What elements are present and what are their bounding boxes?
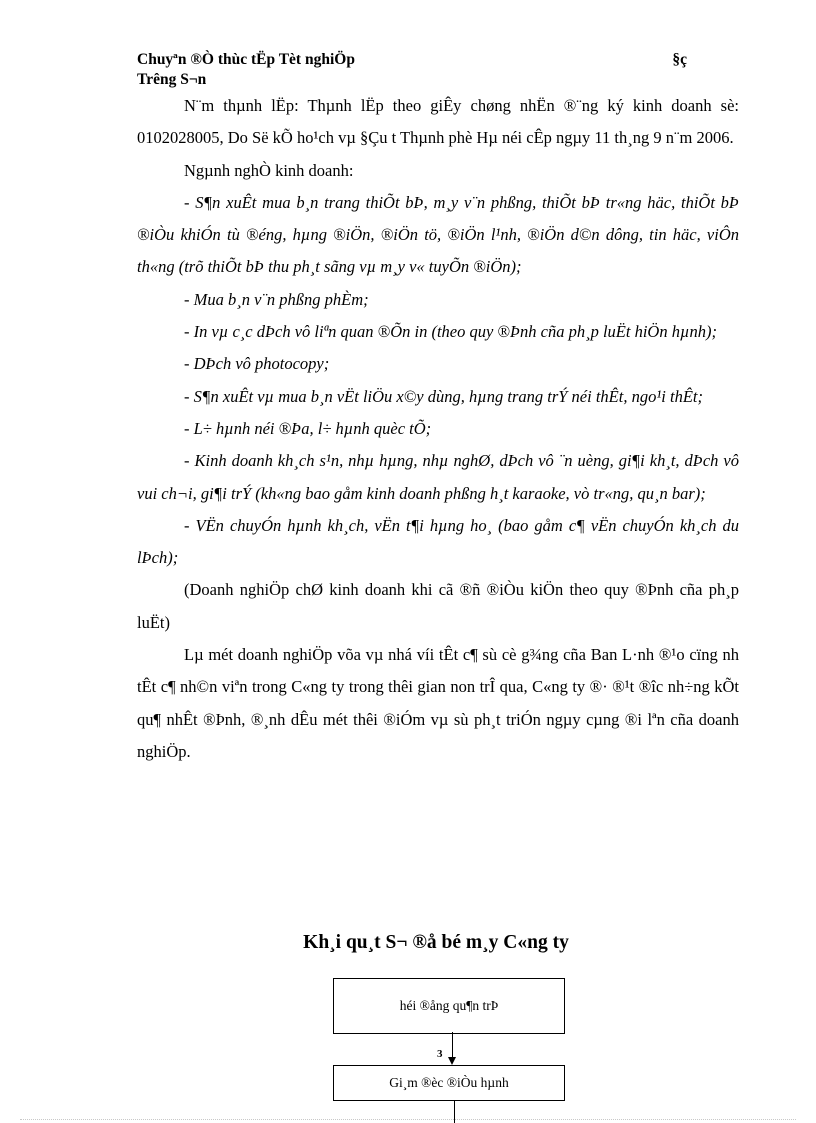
board-of-directors-label: héi ®ång qu¶n trÞ	[399, 998, 499, 1013]
org-chart-title: Kh¸i qu¸t S¬ ®å bé m¸y C«ng ty	[303, 932, 569, 953]
establishment-paragraph: N¨m thµnh lËp: Thµnh lËp theo giÊy chøng nhËn ®¨ng ký kinh doanh sè: 0102028005, Do Së kÕ ho¹ch vµ §Çu t Thµnh phè Hµ néi cÊp ngµy 11 th¸ng 9 n¨m 2006.	[137, 96, 739, 148]
business-line-item: - VËn chuyÓn hµnh kh¸ch, vËn t¶i hµng ho¸ (bao gåm c¶ vËn chuyÓn kh¸ch du lÞch);	[137, 515, 739, 568]
board-of-directors-box	[333, 978, 565, 1034]
author-surname: §ç	[672, 51, 687, 68]
business-line-item: - S¶n xuÊt mua b¸n trang thiÕt bÞ, m¸y v¨n phßng, thiÕt bÞ tr«ng häc, thiÕt bÞ ®iÒu khiÓn tù ®éng, hµng ®iÖn, ®iÖn tö, ®iÖn l¹nh, ®iÖn d©n dông, tin häc, viÔn th«ng (trõ thiÕt bÞ thu ph¸t sãng vµ m¸y v« tuyÕn ®iÖn);	[137, 192, 739, 277]
document-header	[137, 50, 737, 90]
page-divider	[20, 1119, 796, 1120]
condition-note: (Doanh nghiÖp chØ kinh doanh khi cã ®ñ ®iÒu kiÖn theo quy ®Þnh cña ph¸p luËt)	[137, 580, 739, 632]
connector-line	[452, 1032, 453, 1057]
document-category: Chuyªn ®Ò thùc tËp Tèt nghiÖp	[137, 51, 355, 68]
header-row	[137, 50, 737, 70]
executive-director-label: Gi¸m ®èc ®iÒu hµnh	[389, 1075, 509, 1090]
business-line-item: - L÷ hµnh néi ®Þa, l÷ hµnh quèc tÕ;	[184, 418, 432, 438]
author-name: Trêng S¬n	[137, 71, 207, 88]
arrow-down-icon	[448, 1057, 456, 1065]
executive-director-box	[333, 1065, 565, 1101]
business-lines-heading: Ngµnh nghÒ kinh doanh:	[184, 160, 354, 180]
business-line-item: - Mua b¸n v¨n phßng phÈm;	[184, 289, 369, 309]
summary-paragraph: Lµ mét doanh nghiÖp võa vµ nhá víi tÊt c¶ sù cè g¾ng cña Ban L·nh ®¹o cïng nh tÊt c¶ nh©n viªn trong C«ng ty trong thêi gian non trÎ qua, C«ng ty ®· ®¹t ®îc nh÷ng kÕt qu¶ nhÊt ®Þnh, ®¸nh dÊu mét thêi ®iÓm vµ sù ph¸t triÓn ngµy cµng ®i lªn cña doanh nghiÖp.	[137, 645, 739, 761]
document-body	[137, 90, 739, 768]
business-line-item: - In vµ c¸c dÞch vô liªn quan ®Õn in (theo quy ®Þnh cña ph¸p luËt hiÖn hµnh);	[184, 322, 717, 342]
connector-label: 3	[437, 1048, 443, 1060]
business-line-item: - S¶n xuÊt vµ mua b¸n vËt liÖu x©y dùng, hµng trang trÝ néi thÊt, ngo¹i thÊt;	[184, 386, 703, 406]
business-line-item: - DÞch vô photocopy;	[184, 354, 330, 374]
business-line-item: - Kinh doanh kh¸ch s¹n, nhµ hµng, nhµ nghØ, dÞch vô ¨n uèng, gi¶i kh¸t, dÞch vô vui ch¬i, gi¶i trÝ (kh«ng bao gåm kinh doanh phßng h¸t karaoke, vò tr«ng, qu¸n bar);	[137, 451, 739, 503]
